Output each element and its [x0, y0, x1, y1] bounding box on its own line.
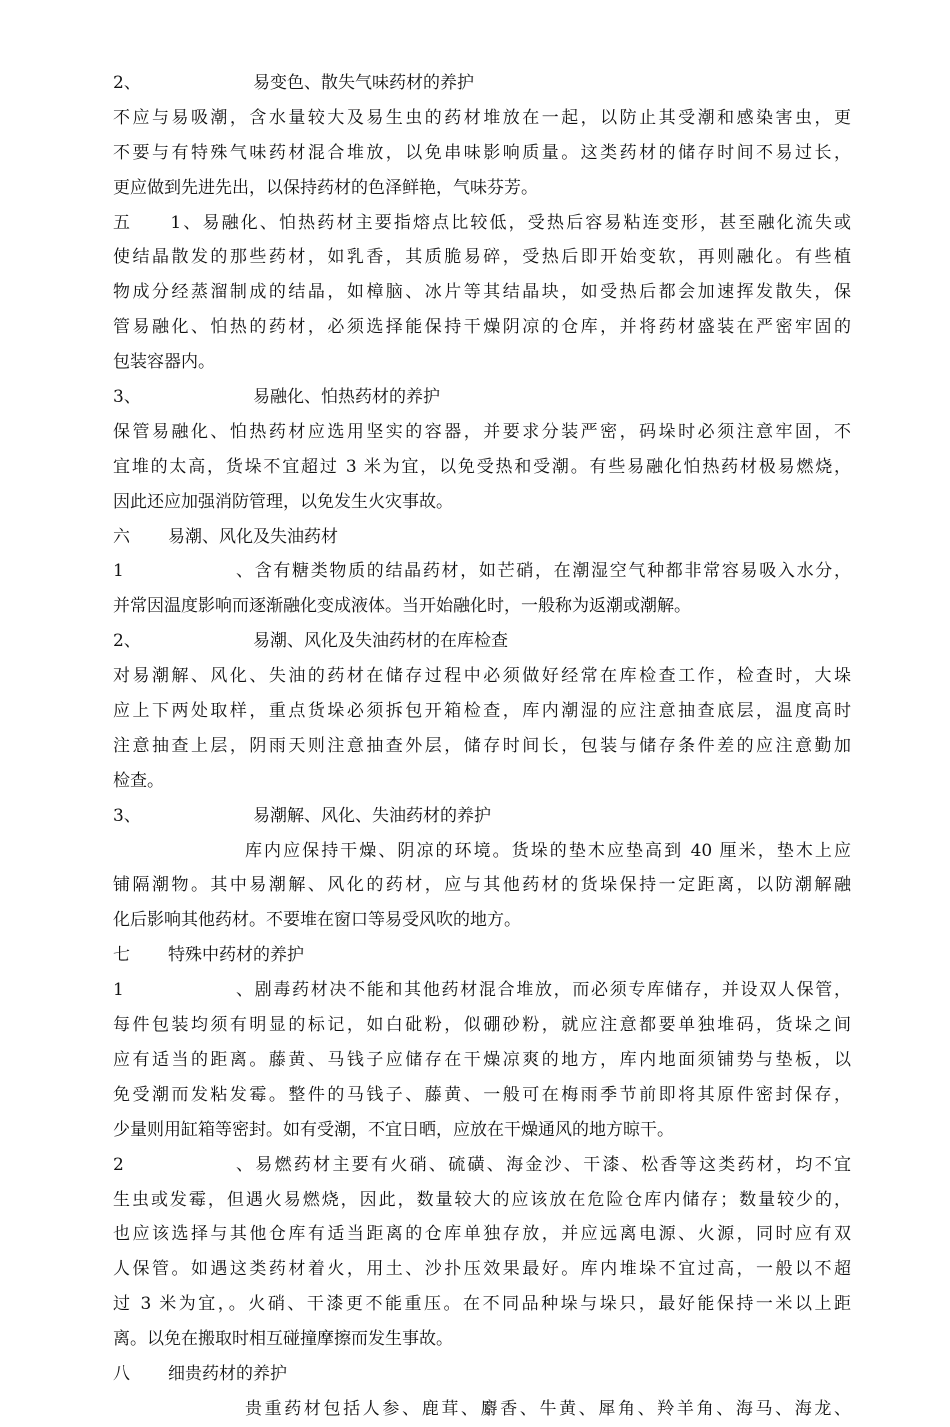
paragraph-line: 并常因温度影响而逐渐融化变成液体。当开始融化时，一般称为返潮或潮解。: [113, 596, 691, 617]
heading-text: 易变色、散失气味药材的养护: [253, 73, 474, 93]
paragraph-line: 铺隔潮物。其中易潮解、风化的药材，应与其他药材的货垛保持一定距离，以防潮解融: [113, 875, 851, 896]
heading-text: 含有糖类物质的结晶药材，如芒硝，在潮湿空气种都非常容易吸入水分，: [253, 561, 851, 582]
item-number: 1、: [113, 561, 253, 582]
paragraph-line: 应有适当的距离。藤黄、马钱子应储存在干燥凉爽的地方，库内地面须铺势与垫板，以: [113, 1049, 851, 1070]
paragraph-line: 免受潮而发粘发霉。整件的马钱子、藤黄、一般可在梅雨季节前即将其原件密封保存，: [113, 1084, 851, 1105]
heading-text: 特殊中药材的养护: [168, 945, 304, 966]
section-heading: [113, 938, 851, 973]
section-heading: [113, 380, 851, 415]
heading-text: 易潮、风化及失油药材的在库检查: [253, 631, 508, 652]
paragraph-line: 库内应保持干燥、阴凉的环境。货垛的垫木应垫高到 40 厘米，垫木上应: [245, 840, 851, 861]
paragraph-line: 不应与易吸潮，含水量较大及易生虫的药材堆放在一起，以防止其受潮和感染害虫，更: [113, 107, 851, 128]
document-page: [113, 66, 851, 1427]
item-number: 六: [113, 526, 130, 547]
item-number: 八: [113, 1363, 130, 1384]
section-heading: [113, 66, 851, 101]
numbered-paragraph-line: [113, 1148, 851, 1183]
paragraph-line: 更应做到先进先出，以保持药材的色泽鲜艳，气味芬芳。: [113, 177, 538, 198]
paragraph-line: 化后影响其他药材。不要堆在窗口等易受风吹的地方。: [113, 910, 521, 931]
heading-text: 易潮、风化及失油药材: [168, 526, 338, 547]
paragraph-line: 管易融化、怕热的药材，必须选择能保持干燥阴凉的仓库，并将药材盛装在严密牢固的: [113, 317, 851, 338]
paragraph-line: 检查。: [113, 770, 164, 791]
paragraph-line: 人保管。如遇这类药材着火，用土、沙扑压效果最好。库内堆垛不宜过高，一般以不超: [113, 1259, 851, 1280]
paragraph-line: 也应该选择与其他仓库有适当距离的仓库单独存放，并应远离电源、火源，同时应有双: [113, 1224, 851, 1245]
numbered-paragraph-line: [113, 554, 851, 589]
heading-text: 易燃药材主要有火硝、硫磺、海金沙、干漆、松香等这类药材，均不宜: [253, 1154, 851, 1175]
heading-text: 细贵药材的养护: [168, 1363, 287, 1384]
paragraph-line: 少量则用缸箱等密封。如有受潮，不宜日晒，应放在干燥通风的地方晾干。: [113, 1119, 674, 1140]
section-heading: [113, 624, 851, 659]
paragraph-line: 五 1、易融化、怕热药材主要指熔点比较低，受热后容易粘连变形，甚至融化流失或: [113, 212, 851, 233]
paragraph-line: 注意抽查上层，阴雨天则注意抽查外层，储存时间长，包装与储存条件差的应注意勤加: [113, 735, 851, 756]
paragraph-line: 包装容器内。: [113, 352, 215, 373]
paragraph-line: 对易潮解、风化、失油的药材在储存过程中必须做好经常在库检查工作，检查时，大垛: [113, 666, 851, 687]
heading-text: 剧毒药材决不能和其他药材混合堆放，而必须专库储存，并设双人保管，: [253, 980, 851, 1001]
paragraph-line: 每件包装均须有明显的标记，如白砒粉，似硼砂粉，就应注意都要单独堆码，货垛之间: [113, 1015, 851, 1036]
section-heading: [113, 1357, 851, 1392]
paragraph-line: 生虫或发霉，但遇火易燃烧，因此，数量较大的应该放在危险仓库内储存；数量较少的，: [113, 1189, 851, 1210]
paragraph-line: 贵重药材包括人参、鹿茸、麝香、牛黄、犀角、羚羊角、海马、海龙、: [245, 1398, 851, 1419]
paragraph-line: 因此还应加强消防管理，以免发生火灾事故。: [113, 491, 453, 512]
paragraph-line: 离。以免在搬取时相互碰撞摩擦而发生事故。: [113, 1329, 453, 1350]
heading-text: 易潮解、风化、失油药材的养护: [253, 805, 491, 826]
paragraph-line: 不要与有特殊气味药材混合堆放，以免串味影响质量。这类药材的储存时间不易过长，: [113, 142, 851, 163]
item-number: 1、: [113, 980, 253, 1001]
paragraph-line: 保管易融化、怕热药材应选用坚实的容器，并要求分装严密，码垛时必须注意牢固，不: [113, 421, 851, 442]
paragraph-line: 物成分经蒸溜制成的结晶，如樟脑、冰片等其结晶块，如受热后都会加速挥发散失，保: [113, 282, 851, 303]
item-number: 2、: [113, 1154, 253, 1175]
heading-text: 易融化、怕热药材的养护: [253, 387, 440, 408]
item-number: 3、: [113, 805, 141, 826]
paragraph-line: 宜堆的太高，货垛不宜超过 3 米为宜，以免受热和受潮。有些易融化怕热药材极易燃烧，: [113, 456, 851, 477]
section-heading: [113, 520, 851, 555]
item-number: 3、: [113, 387, 141, 408]
paragraph-line: 过 3 米为宜，。火硝、干漆更不能重压。在不同品种垛与垛只，最好能保持一米以上距: [113, 1294, 851, 1315]
paragraph-line: 使结晶散发的那些药材，如乳香，其质脆易碎，受热后即开始变软，再则融化。有些植: [113, 247, 851, 268]
section-heading: [113, 799, 851, 834]
numbered-paragraph-line: [113, 973, 851, 1008]
item-number: 七: [113, 945, 130, 966]
paragraph-line: 应上下两处取样，重点货垛必须拆包开箱检查，库内潮湿的应注意抽查底层，温度高时: [113, 701, 851, 722]
item-number: 2、: [113, 73, 141, 93]
item-number: 2、: [113, 631, 141, 652]
